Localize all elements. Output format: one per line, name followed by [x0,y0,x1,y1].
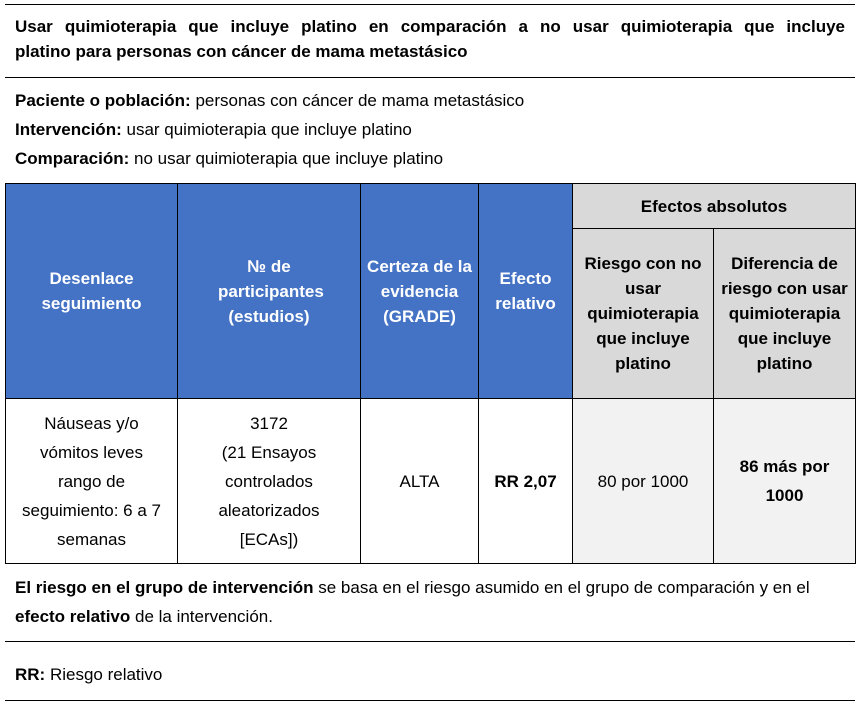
participants-count: 3172 [250,413,288,433]
cell-outcome: Náuseas y/o vómitos leves rango de seguimiento: 6 a 7 semanas [6,399,178,564]
footer-rule [5,641,855,642]
population-value: personas con cáncer de mama metastásico [195,91,525,110]
risk-note-text-2: de la intervención. [130,607,273,626]
header-risk-difference: Diferencia de riesgo con usar quimioterapia que incluye platino [714,229,856,399]
population-line [15,90,524,112]
top-rule [5,4,855,5]
title-line-1: Usar quimioterapia que incluye platino en comparación a no usar quimioterapia que incluye [15,17,845,36]
bottom-rule [5,700,855,701]
abbreviation-label: RR: [15,665,46,684]
comparison-label: Comparación: [15,149,130,168]
intervention-label: Intervención: [15,120,122,139]
header-absolute-effects: Efectos absolutos [573,184,856,229]
risk-note-bold-1: El riesgo en el grupo de intervención [15,578,314,597]
comparison-line [15,148,443,170]
header-certainty: Certeza de la evidencia (GRADE) [361,184,479,399]
risk-note [15,573,845,631]
abbreviation-text: Riesgo relativo [45,665,163,684]
title-line-2: platino para personas con cáncer de mama metastásico [15,42,468,61]
cell-risk-difference: 86 más por 1000 [714,399,856,564]
table-row [6,399,856,564]
abbreviation-note [15,660,845,689]
cell-relative-effect: RR 2,07 [479,399,573,564]
risk-note-text-1: se basa en el riesgo asumido en el grupo de comparación y en el [313,578,810,597]
cell-certainty: ALTA [361,399,479,564]
summary-of-findings-table [5,183,856,564]
header-relative-effect: Efecto relativo [479,184,573,399]
header-outcome: Desenlace seguimiento [6,184,178,399]
participants-studies: (21 Ensayos controlados aleatorizados [ECAs]) [218,442,320,549]
intervention-line [15,119,412,141]
comparison-value: no usar quimioterapia que incluye platino [134,149,444,168]
risk-note-bold-2: efecto relativo [15,607,131,626]
page-title [15,14,845,64]
header-participants: № de participantes (estudios) [178,184,361,399]
header-risk-without: Riesgo con no usar quimioterapia que incluye platino [573,229,714,399]
cell-risk-without: 80 por 1000 [573,399,714,564]
intervention-value: usar quimioterapia que incluye platino [126,120,412,139]
population-label: Paciente o población: [15,91,191,110]
cell-participants [178,399,361,564]
title-rule [5,77,855,78]
